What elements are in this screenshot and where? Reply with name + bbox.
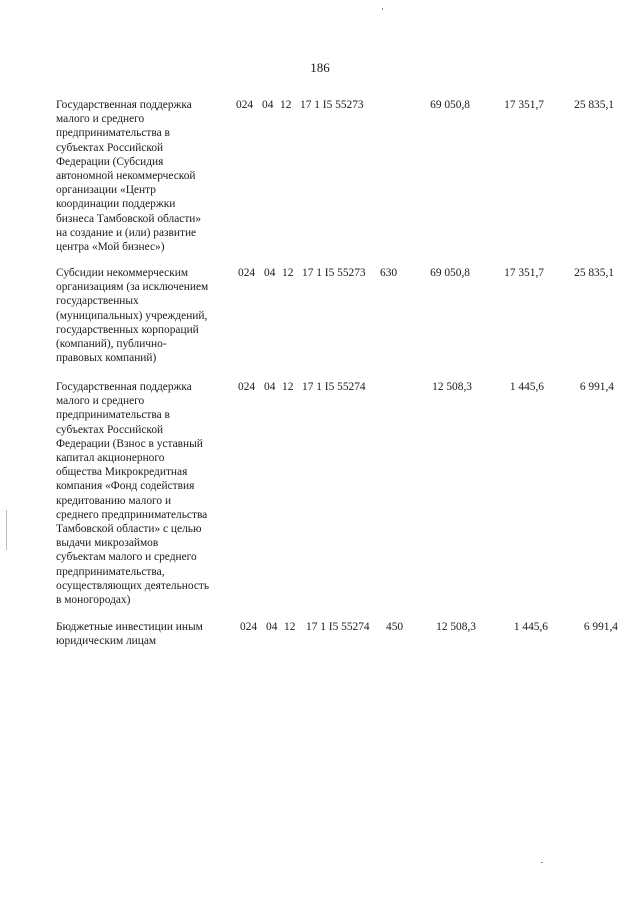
- target-article-code: 17 1 I5 55274: [306, 621, 370, 633]
- subsection-code: 12: [280, 99, 292, 111]
- subsection-code: 12: [282, 267, 294, 279]
- amount-3: 6 991,4: [583, 621, 618, 633]
- ministry-code: 024: [238, 267, 256, 279]
- amount-2: 1 445,6: [509, 381, 544, 393]
- target-article-code: 17 1 I5 55273: [300, 99, 364, 111]
- target-article-code: 17 1 I5 55273: [302, 267, 366, 279]
- scan-speck: [382, 8, 383, 10]
- amount-1: 12 508,3: [432, 381, 472, 393]
- amount-2: 17 351,7: [504, 99, 544, 111]
- ministry-code: 024: [236, 99, 254, 111]
- section-code: 04: [264, 267, 276, 279]
- row-description: Бюджетные инвестиции иным юридическим лицам: [56, 621, 203, 648]
- row-description: Субсидии некоммерческим организациям (за исключением государственных (муниципальных) учреждений, государственных корпораций (компаний), публично- правовых компаний): [56, 267, 209, 365]
- amount-3: 25 835,1: [574, 99, 614, 111]
- ministry-code: 024: [240, 621, 258, 633]
- subsection-code: 12: [284, 621, 296, 633]
- ministry-code: 024: [238, 381, 256, 393]
- amount-2: 1 445,6: [513, 621, 548, 633]
- amount-1: 69 050,8: [430, 267, 470, 279]
- amount-3: 25 835,1: [574, 267, 614, 279]
- amount-1: 69 050,8: [430, 99, 470, 111]
- section-code: 04: [262, 99, 274, 111]
- scan-speck: [541, 862, 543, 863]
- subsection-code: 12: [282, 381, 294, 393]
- target-article-code: 17 1 I5 55274: [302, 381, 366, 393]
- amount-3: 6 991,4: [579, 381, 614, 393]
- section-code: 04: [266, 621, 278, 633]
- expense-type-code: 450: [386, 621, 404, 633]
- page-number: 186: [310, 60, 330, 75]
- row-description: Государственная поддержка малого и среднего предпринимательства в субъектах Российской Федерации (Субсидия автономной некоммерческой организации «Центр координации поддержки бизнеса Тамбовской области» на создание и (или) развитие центра «Мой бизнес»): [56, 99, 202, 254]
- row-description: Государственная поддержка малого и среднего предпринимательства в субъектах Российской Федерации (Взнос в уставный капитал акционерного общества Микрокредитная компания «Фонд содействия кредитованию малого и среднего предпринимательства Тамбовской области» с целью выдачи микрозаймов субъектам малого и среднего предпринимательства, осуществляющих деятельность в моногородах): [56, 381, 210, 607]
- expense-type-code: 630: [380, 267, 398, 279]
- amount-1: 12 508,3: [436, 621, 476, 633]
- amount-2: 17 351,7: [504, 267, 544, 279]
- section-code: 04: [264, 381, 276, 393]
- scan-speck: [6, 510, 7, 550]
